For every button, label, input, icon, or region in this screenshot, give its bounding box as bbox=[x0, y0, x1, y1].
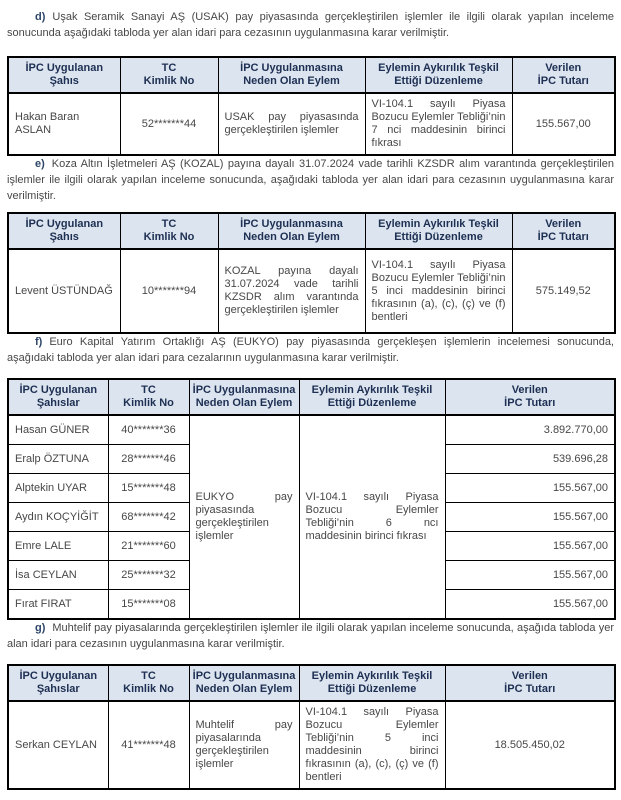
section-f bbox=[7, 334, 614, 620]
column-header-duzenleme: Eylemin Aykırılık Teşkil Ettiği Düzenleme bbox=[299, 665, 445, 701]
table-row bbox=[8, 249, 615, 333]
column-header-eylem: İPC Uygulanmasına Neden Olan Eylem bbox=[218, 213, 365, 249]
ipc-table-usak bbox=[7, 56, 616, 156]
column-header-duzenleme: Eylemin Aykırılık Teşkil Ettiği Düzenleme bbox=[365, 213, 512, 249]
section-f-paragraph bbox=[7, 334, 614, 366]
ipc-table-kozal bbox=[7, 212, 616, 334]
person-name-cell: Fırat FIRAT bbox=[8, 590, 108, 620]
section-f-text: Euro Kapital Yatırım Ortaklığı AŞ (EUKYO) pay piyasasında gerçekleşen işlemlerin incelemesi sonucunda, aşağıdaki tabloda yer alan idari para cezalarının uygulanmasına karar verilmiştir. bbox=[7, 336, 614, 364]
amount-cell: 155.567,00 bbox=[512, 93, 615, 155]
column-header-sahis: İPC Uygulanan Şahıslar bbox=[8, 379, 108, 415]
section-d bbox=[7, 9, 614, 156]
action-cell: KOZAL payına dayalı 31.07.2024 vade tarihli KZSDR alım varantında gerçekleştirilen işlemler bbox=[218, 249, 365, 333]
table-header-row bbox=[8, 665, 615, 701]
person-name-cell: Hakan Baran ASLAN bbox=[8, 93, 120, 155]
person-name-cell: Serkan CEYLAN bbox=[8, 701, 108, 789]
regulation-cell: VI-104.1 sayılı Piyasa Bozucu Eylemler Tebliği’nin 7 nci maddesinin birinci fıkrası bbox=[365, 93, 512, 155]
amount-cell: 3.892.770,00 bbox=[445, 415, 615, 445]
column-header-eylem: İPC Uygulanmasına Neden Olan Eylem bbox=[189, 665, 299, 701]
amount-cell: 539.696,28 bbox=[445, 445, 615, 474]
tc-number-cell: 68*******42 bbox=[108, 503, 189, 532]
person-name-cell: Aydın KOÇYİĞİT bbox=[8, 503, 108, 532]
column-header-sahis: İPC Uygulanan Şahıs bbox=[8, 213, 120, 249]
table-header-row bbox=[8, 379, 615, 415]
person-name-cell: Alptekin UYAR bbox=[8, 474, 108, 503]
column-header-duzenleme: Eylemin Aykırılık Teşkil Ettiği Düzenleme bbox=[299, 379, 445, 415]
table-header-row bbox=[8, 213, 615, 249]
regulation-cell: VI-104.1 sayılı Piyasa Bozucu Eylemler Tebliği’nin 5 inci maddesinin birinci fıkrasının (a), (c), (ç) ve (f) bentleri bbox=[299, 701, 445, 789]
section-g-paragraph bbox=[7, 620, 614, 652]
section-e-marker: e) bbox=[35, 158, 45, 170]
section-e-paragraph bbox=[7, 156, 614, 204]
action-cell: USAK pay piyasasında gerçekleştirilen işlemler bbox=[218, 93, 365, 155]
amount-cell: 155.567,00 bbox=[445, 532, 615, 561]
column-header-tc: TC Kimlik No bbox=[108, 665, 189, 701]
column-header-tutar: Verilen İPC Tutarı bbox=[512, 213, 615, 249]
column-header-duzenleme: Eylemin Aykırılık Teşkil Ettiği Düzenleme bbox=[365, 57, 512, 93]
amount-cell: 155.567,00 bbox=[445, 474, 615, 503]
column-header-tutar: Verilen İPC Tutarı bbox=[445, 379, 615, 415]
column-header-tutar: Verilen İPC Tutarı bbox=[512, 57, 615, 93]
section-g bbox=[7, 620, 614, 790]
column-header-sahis: İPC Uygulanan Şahıs bbox=[8, 57, 120, 93]
section-f-marker: f) bbox=[35, 336, 43, 348]
person-name-cell: Levent ÜSTÜNDAĞ bbox=[8, 249, 120, 333]
column-header-tc: TC Kimlik No bbox=[120, 213, 218, 249]
regulation-cell: VI-104.1 sayılı Piyasa Bozucu Eylemler Tebliği’nin 5 inci maddesinin birinci fıkrasının (a), (c), (ç) ve (f) bentleri bbox=[365, 249, 512, 333]
section-e-text: Koza Altın İşletmeleri AŞ (KOZAL) payına dayalı 31.07.2024 vade tarihli KZSDR alım varantında gerçekleştirilen işlemler ile ilgili olarak yapılan inceleme sonucunda, aşağıdaki tabloda yer alan idari para cezasının uygulanmasına karar verilmiştir. bbox=[7, 158, 614, 202]
tc-number-cell: 25*******32 bbox=[108, 561, 189, 590]
ipc-table-muhtelif bbox=[7, 664, 616, 790]
tc-number-cell: 41*******48 bbox=[108, 701, 189, 789]
section-d-paragraph bbox=[7, 9, 614, 41]
amount-cell: 18.505.450,02 bbox=[445, 701, 615, 789]
column-header-sahis: İPC Uygulanan Şahıslar bbox=[8, 665, 108, 701]
section-e bbox=[7, 156, 614, 334]
person-name-cell: Emre LALE bbox=[8, 532, 108, 561]
tc-number-cell: 40*******36 bbox=[108, 415, 189, 445]
amount-cell: 155.567,00 bbox=[445, 503, 615, 532]
column-header-eylem: İPC Uygulanmasına Neden Olan Eylem bbox=[218, 57, 365, 93]
amount-cell: 155.567,00 bbox=[445, 590, 615, 620]
tc-number-cell: 15*******08 bbox=[108, 590, 189, 620]
tc-number-cell: 10*******94 bbox=[120, 249, 218, 333]
action-cell: Muhtelif pay piyasalarında gerçekleştirilen işlemler bbox=[189, 701, 299, 789]
section-d-marker: d) bbox=[35, 11, 46, 23]
amount-cell: 155.567,00 bbox=[445, 561, 615, 590]
person-name-cell: Eralp ÖZTUNA bbox=[8, 445, 108, 474]
section-g-text: Muhtelif pay piyasalarında gerçekleştirilen işlemler ile ilgili olarak yapılan inceleme sonucunda, aşağıda tabloda yer alan idari para cezasının uygulanmasına karar verilmiştir. bbox=[7, 622, 614, 650]
table-header-row bbox=[8, 57, 615, 93]
column-header-eylem: İPC Uygulanmasına Neden Olan Eylem bbox=[189, 379, 299, 415]
column-header-tc: TC Kimlik No bbox=[120, 57, 218, 93]
merged-regulation-cell: VI-104.1 sayılı Piyasa Bozucu Eylemler Tebliği’nin 6 ncı maddesinin birinci fıkrası bbox=[299, 415, 445, 619]
tc-number-cell: 52*******44 bbox=[120, 93, 218, 155]
amount-cell: 575.149,52 bbox=[512, 249, 615, 333]
person-name-cell: Hasan GÜNER bbox=[8, 415, 108, 445]
section-g-marker: g) bbox=[35, 622, 46, 634]
ipc-table-eukyo bbox=[7, 378, 616, 620]
column-header-tutar: Verilen İPC Tutarı bbox=[445, 665, 615, 701]
table-row bbox=[8, 701, 615, 789]
column-header-tc: TC Kimlik No bbox=[108, 379, 189, 415]
tc-number-cell: 15*******48 bbox=[108, 474, 189, 503]
merged-action-cell: EUKYO pay piyasasında gerçekleştirilen işlemler bbox=[189, 415, 299, 619]
person-name-cell: İsa CEYLAN bbox=[8, 561, 108, 590]
table-row bbox=[8, 93, 615, 155]
table-row bbox=[8, 415, 615, 445]
section-d-text: Uşak Seramik Sanayi AŞ (USAK) pay piyasasında gerçekleştirilen işlemler ile ilgili olarak yapılan inceleme sonucunda aşağıdaki tabloda yer alan idari para cezasının uygulanmasına karar verilmiştir. bbox=[7, 11, 614, 39]
tc-number-cell: 28*******46 bbox=[108, 445, 189, 474]
tc-number-cell: 21*******60 bbox=[108, 532, 189, 561]
